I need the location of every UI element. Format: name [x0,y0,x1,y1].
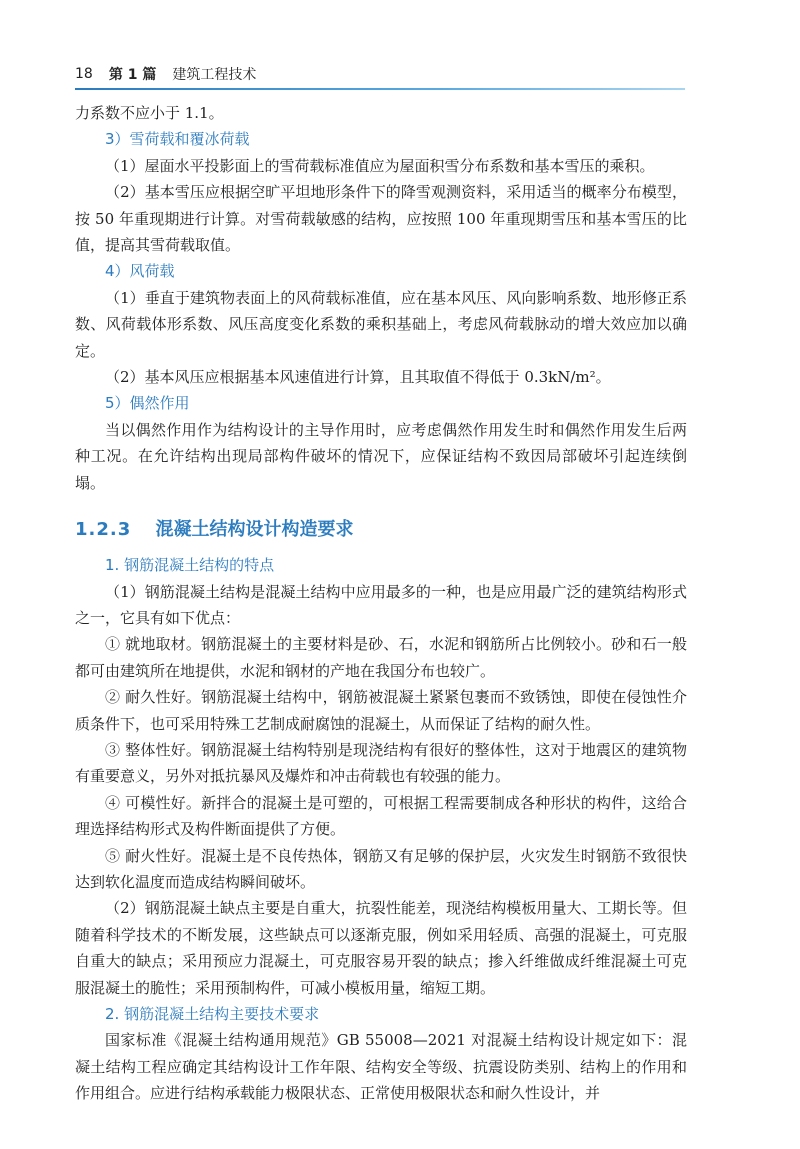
heading-wind-load: 4）风荷载 [105,262,175,281]
paragraph: （2）基本雪压应根据空旷平坦地形条件下的降雪观测资料，采用适当的概率分布模型，按 50 年重现期进行计算。对雪荷载敏感的结构，应按照 100 年重现期雪压和基本雪压的比值，提高其雪荷载取值。 [75,183,687,255]
page-number: 18 [75,66,93,82]
header-rule [75,88,685,90]
subheading-rc-features: 1. 钢筋混凝土结构的特点 [105,556,275,575]
list-item: ③ 整体性好。钢筋混凝土结构特别是现浇结构有很好的整体性，这对于地震区的建筑物有重要意义，另外对抵抗暴风及爆炸和冲击荷载也有较强的能力。 [75,740,687,786]
chapter-label: 第 1 篇 [108,67,157,83]
paragraph: （1）垂直于建筑物表面上的风荷载标准值，应在基本风压、风向影响系数、地形修正系数、风荷载体形系数、风压高度变化系数的乘积基础上，考虑风荷载脉动的增大效应加以确定。 [75,288,687,360]
chapter-title: 建筑工程技术 [172,67,257,83]
paragraph: 国家标准《混凝土结构通用规范》GB 55008—2021 对混凝土结构设计规定如下：混凝土结构工程应确定其结构设计工作年限、结构安全等级、抗震设防类别、结构上的作用和作用组合。应进行结构承载能力极限状态、正常使用极限状态和耐久性设计，并 [75,1031,687,1103]
heading-accidental-action: 5）偶然作用 [105,394,190,413]
paragraph: （2）钢筋混凝土缺点主要是自重大，抗裂性能差，现浇结构模板用量大、工期长等。但随着科学技术的不断发展，这些缺点可以逐渐克服，例如采用轻质、高强的混凝土，可克服自重大的缺点；采用预应力混凝土，可克服容易开裂的缺点；掺入纤维做成纤维混凝土可克服混凝土的脆性；采用预制构件，可减小模板用量，缩短工期。 [75,899,687,997]
list-item: ② 耐久性好。钢筋混凝土结构中，钢筋被混凝土紧紧包裹而不致锈蚀，即使在侵蚀性介质条件下，也可采用特殊工艺制成耐腐蚀的混凝土，从而保证了结构的耐久性。 [75,688,687,733]
section-number: 1.2.3 [75,519,132,541]
paragraph: （2）基本风压应根据基本风速值进行计算，且其取值不得低于 0.3kN/m²。 [105,368,611,387]
paragraph: （1）屋面水平投影面上的雪荷载标准值应为屋面积雪分布系数和基本雪压的乘积。 [105,156,655,175]
page-header [75,60,685,88]
paragraph: 当以偶然作用作为结构设计的主导作用时，应考虑偶然作用发生时和偶然作用发生后两种工况。在允许结构出现局部构件破坏的情况下，应保证结构不致因局部破坏引起连续倒塌。 [75,420,687,492]
list-item: ⑤ 耐火性好。混凝土是不良传热体，钢筋又有足够的保护层，火灾发生时钢筋不致很快达到软化温度而造成结构瞬间破坏。 [75,846,687,891]
section-title: 混凝土结构设计构造要求 [155,519,354,541]
section-heading [75,516,687,544]
continued-paragraph: 力系数不应小于 1.1。 [75,104,224,122]
list-item: ④ 可模性好。新拌合的混凝土是可塑的，可根据工程需要制成各种形状的构件，这给合理选择结构形式及构件断面提供了方便。 [75,793,687,839]
paragraph: （1）钢筋混凝土结构是混凝土结构中应用最多的一种，也是应用最广泛的建筑结构形式之一，它具有如下优点： [75,582,687,627]
heading-snow-load: 3）雪荷载和覆冰荷载 [105,130,250,149]
list-item: ① 就地取材。钢筋混凝土的主要材料是砂、石，水泥和钢筋所占比例较小。砂和石一般都可由建筑所在地提供，水泥和钢材的产地在我国分布也较广。 [75,635,687,680]
page-body [75,100,687,1107]
subheading-rc-requirements: 2. 钢筋混凝土结构主要技术要求 [105,1005,320,1023]
